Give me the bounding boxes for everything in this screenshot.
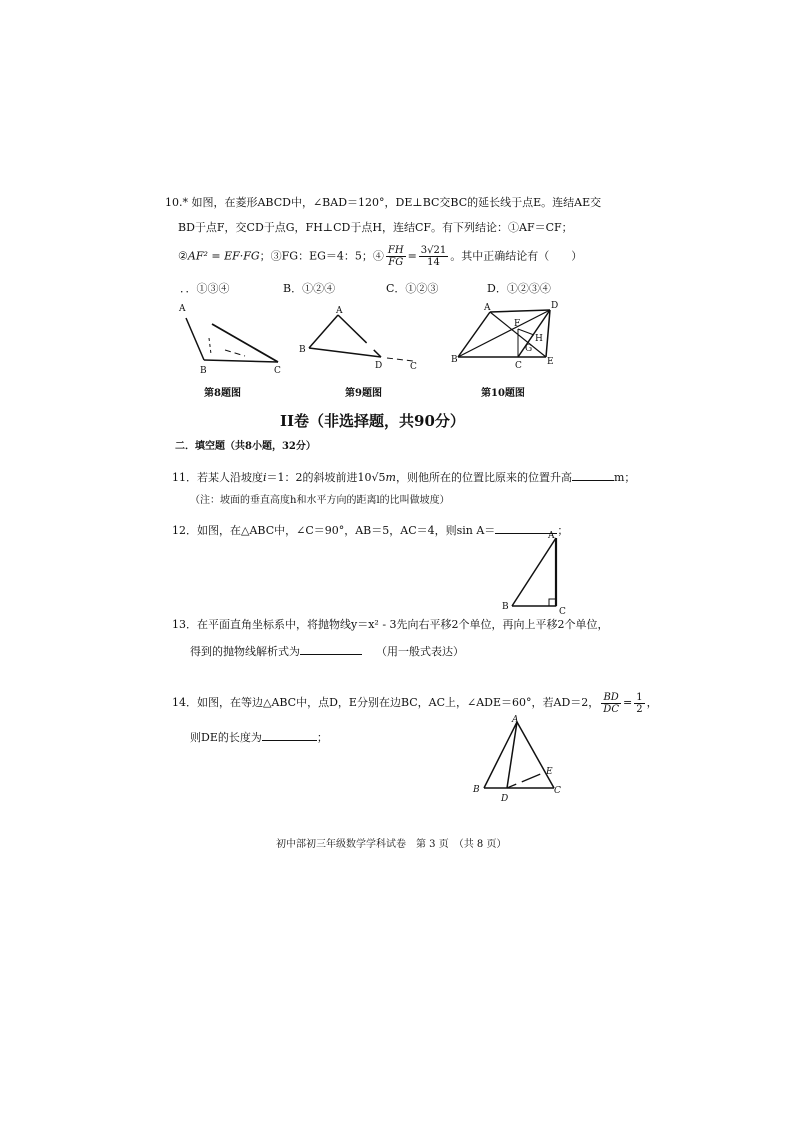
q14-frac1-num: BD [601, 692, 621, 704]
fig8-side-ac [212, 324, 278, 362]
fig14-label-b: B [473, 785, 480, 795]
fig9-label-a: A [336, 306, 343, 316]
fig12-label-a: A [548, 531, 555, 541]
fig14-label-e: E [546, 767, 553, 777]
fig12-label-c: C [559, 607, 566, 617]
fig10-label-b: B [451, 355, 458, 365]
q11-line1 [172, 468, 635, 485]
fig9-label-d: D [375, 361, 383, 371]
fig10-label-g: G [525, 344, 533, 354]
fig9-side-ad [338, 315, 381, 357]
q14-fraction-bd-dc [601, 692, 621, 715]
q14-fraction-half [634, 692, 644, 715]
fig10-label-h: H [535, 334, 543, 344]
q14-line1 [172, 690, 658, 716]
q11-var-i: i [263, 471, 267, 484]
q10-l3-mid: ；③FG：EG＝4：5；④ [259, 249, 384, 263]
fig10-side-dc [518, 310, 550, 357]
fig9-side-bd [309, 348, 381, 357]
fig8-label-b: B [200, 366, 207, 376]
fig10-label-f: F [514, 319, 521, 329]
q10-l3-prefix: ② [178, 249, 188, 263]
fig10-side-ab [458, 312, 490, 357]
q13-end: （用一般式表达） [376, 645, 464, 658]
q14-comma: ， [646, 696, 658, 709]
q10-val-num: 3√21 [420, 245, 447, 256]
q11-unit-m: m [385, 471, 396, 484]
fig10-label-c: C [515, 361, 522, 370]
q11-note: （注：坡面的垂直高度h和水平方向的距离l的比叫做坡度） [190, 495, 450, 506]
q13-line2 [190, 642, 464, 659]
q14-frac2-num: 1 [636, 691, 643, 703]
q13-line1: 13．在平面直角坐标系中，将抛物线y＝x² - 3先向右平移2个单位，再向上平移2个单位， [172, 618, 609, 631]
fig9-label-b: B [299, 345, 306, 355]
section-ii-title: II卷（非选择题，共90分） [280, 412, 465, 430]
fig12-side-ab [512, 538, 556, 606]
q11-text-c: ，则他所在的位置比原来的位置升高 [395, 471, 572, 484]
figure-12 [498, 528, 578, 618]
fig14-side-ac [517, 722, 554, 788]
q14-text-b: 则DE的长度为 [190, 731, 262, 744]
q10-option-d: D．①②③④ [487, 282, 551, 295]
q14-frac1-den: DC [603, 703, 619, 715]
q11-unit-end: m； [613, 471, 636, 484]
q12-text: 12．如图，在△ABC中，∠C＝90°，AB＝5，AC＝4，则sin A＝ [172, 524, 496, 537]
q11-text-b: ＝1：2的斜坡前进10√5 [266, 471, 386, 484]
page-footer: 初中部初三年级数学学科试卷 第 3 页 （共 8 页） [276, 839, 507, 850]
fig9-dashed-extension [387, 358, 413, 361]
q10-fraction-value [419, 245, 448, 268]
q14-answer-blank[interactable] [262, 728, 317, 741]
fig9-caption: 第9题图 [345, 388, 382, 399]
q10-line2: BD于点F，交CD于点G，FH⊥CD于点H，连结CF。有下列结论：①AF＝CF； [178, 221, 573, 234]
q13-answer-blank[interactable] [300, 642, 362, 655]
q14-eq: = [622, 696, 633, 709]
fig12-label-b: B [502, 602, 509, 612]
fig14-label-c: C [554, 786, 561, 796]
fig8-side-ab [186, 318, 204, 360]
q10-frac-num: FH [387, 245, 404, 256]
q14-frac2-den: 2 [636, 703, 643, 715]
figure-8 [170, 298, 290, 378]
q10-val-den: 14 [427, 257, 440, 268]
q10-l3-suffix: 。其中正确结论有（ ） [450, 249, 583, 263]
fill-in-heading: 二．填空题（共8小题，32分） [175, 441, 316, 452]
fig9-label-c: C [410, 362, 417, 372]
fig8-dashed-2 [225, 350, 245, 356]
fig10-line-fh [518, 329, 534, 335]
fig14-segment-de [507, 773, 543, 788]
q10-line3 [178, 245, 582, 268]
fig9-side-ab [309, 315, 338, 348]
fig8-dashed-1 [209, 338, 211, 354]
q13-text: 得到的抛物线解析式为 [190, 645, 300, 658]
q10-l3-eq: = [407, 249, 417, 263]
fig8-label-c: C [274, 366, 281, 376]
q10-frac-den: FG [388, 257, 404, 268]
q10-line1: 10.* 如图，在菱形ABCD中，∠BAD＝120°，DE⊥BC交BC的延长线于点E。连结AE交 [165, 196, 602, 209]
q10-option-a: ．．①③④ [180, 282, 230, 295]
fig10-side-ad [490, 310, 550, 312]
q14-text-a: 14．如图，在等边△ABC中，点D，E分别在边BC，AC上，∠ADE＝60°，若AD＝2， [172, 696, 600, 709]
fig8-label-a: A [179, 304, 186, 314]
q11-answer-blank[interactable] [572, 468, 614, 481]
fig10-side-de [546, 310, 550, 357]
fig8-caption: 第8题图 [204, 388, 241, 399]
q14-line2 [190, 728, 328, 745]
fig14-label-d: D [501, 794, 509, 804]
fig10-caption: 第10题图 [481, 388, 525, 399]
q14-end: ； [316, 731, 328, 744]
fig10-label-d: D [551, 301, 559, 311]
q10-option-b: B．①②④ [283, 282, 336, 295]
q11-text-a: 11．若某人沿坡度 [172, 471, 263, 484]
q12-end: ； [557, 524, 569, 537]
fig14-label-a: A [512, 715, 519, 725]
figure-14 [470, 712, 570, 804]
q10-fraction-fh-fg [386, 245, 406, 268]
q10-l3-formula: AF² = EF·FG [187, 249, 260, 263]
q10-option-c: C．①②③ [386, 282, 439, 295]
fig10-label-a: A [484, 303, 491, 313]
fig10-label-e: E [547, 357, 554, 367]
figure-9 [295, 300, 425, 375]
fig8-side-bc [204, 360, 278, 362]
figure-10 [450, 298, 562, 370]
